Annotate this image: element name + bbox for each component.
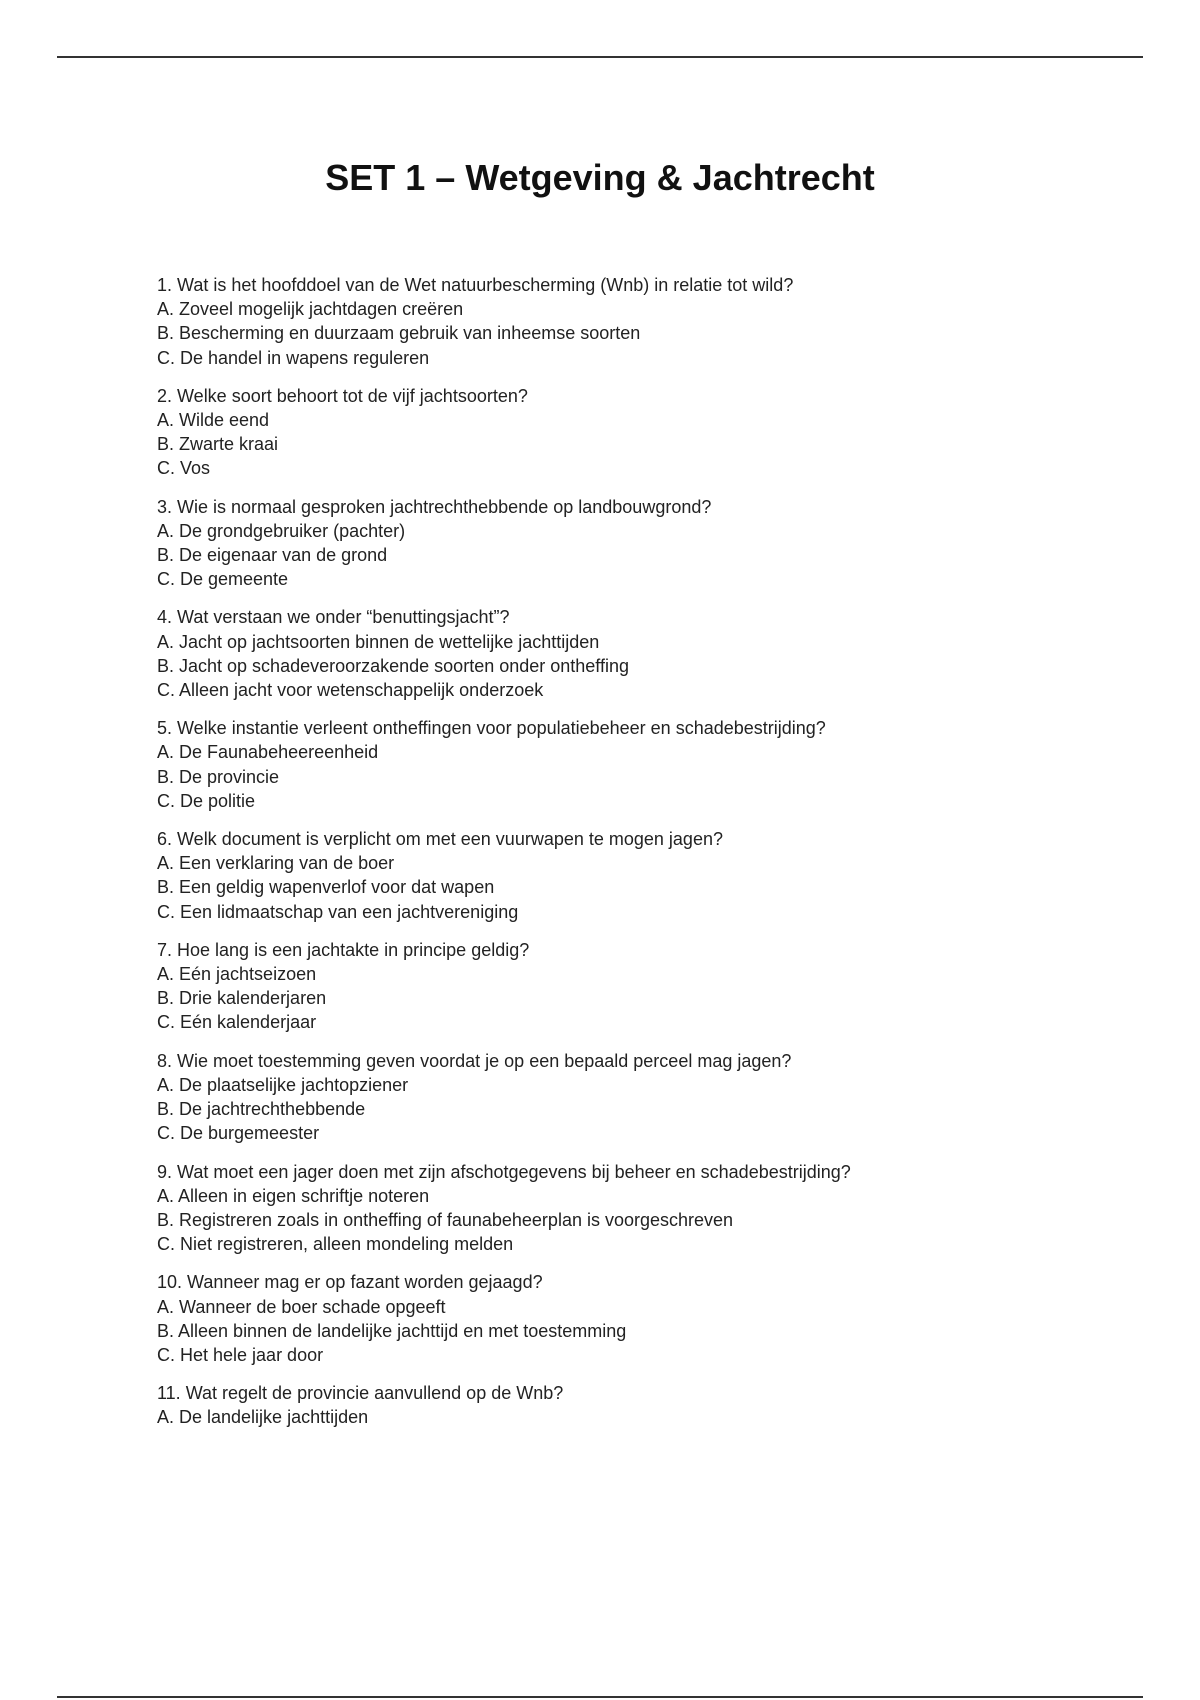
question-list <box>157 273 1057 1430</box>
question-block <box>157 384 1057 481</box>
bottom-divider <box>57 1696 1143 1698</box>
question-text: 5. Welke instantie verleent ontheffingen voor populatiebeheer en schadebestrijding? <box>157 718 826 739</box>
answer-option: A. Zoveel mogelijk jachtdagen creëren <box>157 299 464 320</box>
top-divider <box>57 56 1143 58</box>
question-text: 4. Wat verstaan we onder “benuttingsjacht”? <box>157 607 510 628</box>
answer-option: C. Het hele jaar door <box>157 1344 324 1365</box>
answer-option: A. Eén jachtseizoen <box>157 964 317 985</box>
question-block <box>157 1160 1057 1257</box>
answer-option: C. De burgemeester <box>157 1123 320 1144</box>
answer-option: A. Alleen in eigen schriftje noteren <box>157 1185 430 1206</box>
question-text: 2. Welke soort behoort tot de vijf jachtsoorten? <box>157 385 528 406</box>
question-block <box>157 938 1057 1035</box>
answer-option: A. De plaatselijke jachtopziener <box>157 1074 409 1095</box>
question-block <box>157 495 1057 592</box>
question-text: 7. Hoe lang is een jachtakte in principe geldig? <box>157 939 530 960</box>
answer-option: A. Een verklaring van de boer <box>157 853 395 874</box>
answer-option: C. Een lidmaatschap van een jachtvereniging <box>157 901 519 922</box>
answer-option: A. De grondgebruiker (pachter) <box>157 520 406 541</box>
answer-option: C. Eén kalenderjaar <box>157 1012 317 1033</box>
answer-option: A. De Faunabeheereenheid <box>157 742 379 763</box>
question-block <box>157 605 1057 702</box>
question-block <box>157 1270 1057 1367</box>
answer-option: B. De jachtrechthebbende <box>157 1099 366 1120</box>
question-text: 1. Wat is het hoofddoel van de Wet natuurbescherming (Wnb) in relatie tot wild? <box>157 275 794 295</box>
answer-option: C. Alleen jacht voor wetenschappelijk onderzoek <box>157 680 544 701</box>
question-block <box>157 273 1057 370</box>
question-text: 11. Wat regelt de provincie aanvullend op de Wnb? <box>157 1383 564 1404</box>
answer-option: A. Wanneer de boer schade opgeeft <box>157 1296 446 1317</box>
question-text: 3. Wie is normaal gesproken jachtrechthebbende op landbouwgrond? <box>157 496 712 517</box>
answer-option: C. De gemeente <box>157 569 289 590</box>
answer-option: B. Jacht op schadeveroorzakende soorten onder ontheffing <box>157 655 629 676</box>
answer-option: B. Een geldig wapenverlof voor dat wapen <box>157 877 495 898</box>
answer-option: B. Alleen binnen de landelijke jachttijd en met toestemming <box>157 1320 627 1341</box>
answer-option: A. Wilde eend <box>157 410 270 431</box>
answer-option: B. De provincie <box>157 766 280 787</box>
answer-option: B. Drie kalenderjaren <box>157 988 327 1009</box>
answer-option: B. De eigenaar van de grond <box>157 545 388 566</box>
question-text: 8. Wie moet toestemming geven voordat je op een bepaald perceel mag jagen? <box>157 1050 792 1071</box>
answer-option: B. Registreren zoals in ontheffing of faunabeheerplan is voorgeschreven <box>157 1209 734 1230</box>
answer-option: C. De politie <box>157 790 256 811</box>
answer-option: C. Niet registreren, alleen mondeling melden <box>157 1234 514 1255</box>
question-block <box>157 1049 1057 1146</box>
answer-option: B. Bescherming en duurzaam gebruik van inheemse soorten <box>157 323 641 344</box>
answer-option: A. De landelijke jachttijden <box>157 1407 369 1428</box>
answer-option: C. De handel in wapens reguleren <box>157 347 430 368</box>
question-text: 9. Wat moet een jager doen met zijn afschotgegevens bij beheer en schadebestrijding? <box>157 1161 851 1182</box>
answer-option: B. Zwarte kraai <box>157 434 279 455</box>
page-title: SET 1 – Wetgeving & Jachtrecht <box>325 157 875 198</box>
question-block <box>157 1381 1057 1429</box>
question-text: 10. Wanneer mag er op fazant worden gejaagd? <box>157 1272 543 1293</box>
question-block <box>157 716 1057 813</box>
answer-option: C. Vos <box>157 458 211 479</box>
question-block <box>157 827 1057 924</box>
answer-option: A. Jacht op jachtsoorten binnen de wettelijke jachttijden <box>157 631 600 652</box>
question-text: 6. Welk document is verplicht om met een vuurwapen te mogen jagen? <box>157 829 723 850</box>
